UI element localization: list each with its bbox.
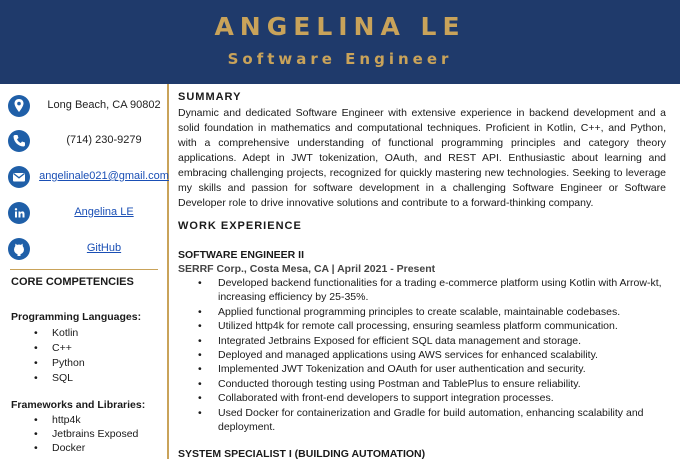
skill-item: • Docker — [52, 442, 85, 454]
programming-languages-heading: Programming Languages: — [11, 311, 142, 323]
contact-location — [8, 95, 168, 121]
job-bullet: • Integrated Jetbrains Exposed for efficient SQL data management and storage. — [218, 334, 668, 348]
job-bullet: • Implemented JWT Tokenization and OAuth for user authentication and security. — [218, 362, 668, 376]
linkedin-icon — [8, 202, 30, 224]
job-bullet: • Deployed and managed applications using AWS services for enhanced scalability. — [218, 348, 668, 362]
experience-heading: WORK EXPERIENCE — [178, 220, 302, 232]
linkedin-link[interactable]: Angelina LE — [74, 206, 134, 218]
contact-phone — [8, 130, 168, 156]
frameworks-heading: Frameworks and Libraries: — [11, 399, 146, 411]
job-title: SOFTWARE ENGINEER II — [178, 249, 305, 261]
skill-item: • Python — [52, 357, 85, 369]
job-bullet: • Developed backend functionalities for a trading e-commerce platform using Kotlin with Arrow-kt, increasing efficiency by 25-35%. — [218, 276, 668, 305]
github-link[interactable]: GitHub — [86, 242, 122, 254]
github-icon — [8, 238, 30, 260]
job-bullet: • Conducted thorough testing using Postman and TablePlus to ensure reliability. — [218, 377, 668, 391]
contact-github[interactable] — [8, 238, 168, 264]
resume-header — [0, 0, 680, 84]
sidebar-divider — [10, 269, 158, 270]
candidate-name: ANGELINA LE — [214, 12, 466, 41]
location-text: Long Beach, CA 90802 — [47, 99, 161, 111]
email-icon — [8, 166, 30, 188]
job-bullet: • Collaborated with front-end developers to support integration processes. — [218, 391, 668, 405]
job-bullet: • Utilized http4k for remote call processing, ensuring seamless platform communication. — [218, 319, 668, 333]
skill-item: • C++ — [52, 342, 72, 354]
competencies-heading: CORE COMPETENCIES — [11, 276, 134, 288]
job-bullet: • Used Docker for containerization and Gradle for build automation, enhancing scalability and deployment. — [218, 406, 668, 435]
job-bullets — [218, 276, 668, 434]
skill-item: • SQL — [52, 372, 73, 384]
skill-item: • Kotlin — [52, 327, 78, 339]
job-title: SYSTEM SPECIALIST I (BUILDING AUTOMATION) — [178, 448, 426, 460]
phone-icon — [8, 130, 30, 152]
contact-email[interactable] — [8, 166, 168, 192]
summary-text: Dynamic and dedicated Software Engineer with extensive experience in backend development and a solid foundation in mathematics and computational techniques. Proficient in Kotlin, C++, and Python, with a comprehensive understanding of functional programming principles and category theory applications. Adept in JWT tokenization, OAuth, and REST API. Enthusiastic about learning and embracing challenging projects, recognized for quickly mastering new technologies. Seeking to leverage my skills and passion for software development in a challenging Software Engineer or Software Developer role to drive innovative solutions and contribute to a forward-thinking company. — [178, 107, 666, 209]
candidate-role: Software Engineer — [227, 50, 453, 68]
skill-item: • Jetbrains Exposed — [52, 428, 138, 440]
summary-heading: SUMMARY — [178, 91, 242, 103]
job-company: SERRF Corp., Costa Mesa, CA | April 2021 - Present — [178, 263, 436, 275]
location-icon — [8, 95, 30, 117]
skill-item: • http4k — [52, 414, 81, 426]
contact-linkedin[interactable] — [8, 202, 168, 228]
email-link[interactable]: angelinale021@gmail.com — [39, 170, 169, 182]
job-bullet: • Applied functional programming principles to create scalable, maintainable codebases. — [218, 305, 668, 319]
phone-text: (714) 230-9279 — [66, 134, 142, 146]
